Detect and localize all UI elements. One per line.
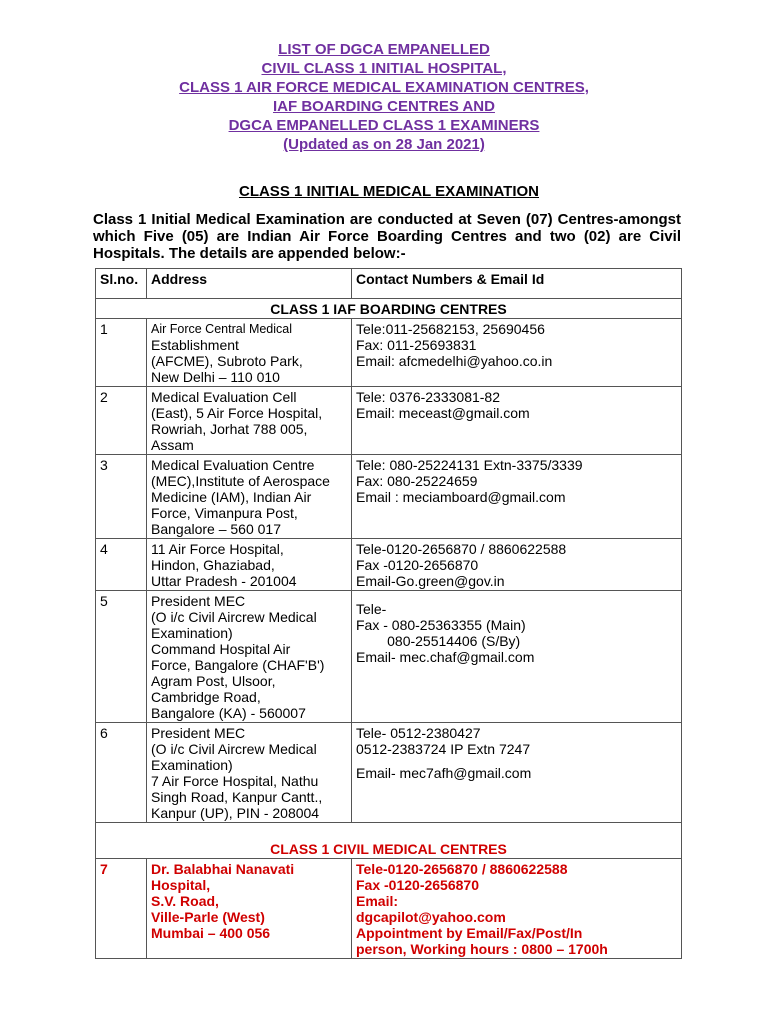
address-line: Bangalore (KA) - 560007 xyxy=(151,705,306,721)
contact-line: dgcapilot@yahoo.com xyxy=(356,909,506,925)
contact-line: Tele: 0376-2333081-82 xyxy=(356,389,501,405)
title-line: CIVIL CLASS 1 INITIAL HOSPITAL, xyxy=(261,60,507,77)
table-row xyxy=(96,859,682,959)
address-line: Command Hospital Air xyxy=(151,641,291,657)
centres-table xyxy=(95,268,682,959)
group-label-civil: CLASS 1 CIVIL MEDICAL CENTRES xyxy=(96,823,682,859)
contact-line xyxy=(356,593,677,601)
address-line: (MEC),Institute of Aerospace xyxy=(151,473,330,489)
cell-slno: 4 xyxy=(96,539,147,591)
group-row-civil xyxy=(96,823,682,859)
cell-slno: 5 xyxy=(96,591,147,723)
contact-line: Tele:011-25682153, 25690456 xyxy=(356,321,545,337)
cell-contact xyxy=(352,387,682,455)
address-line: (AFCME), Subroto Park, xyxy=(151,353,303,369)
address-line: (O i/c Civil Aircrew Medical xyxy=(151,741,317,757)
cell-slno: 2 xyxy=(96,387,147,455)
cell-address xyxy=(147,539,352,591)
address-line: S.V. Road, xyxy=(151,893,219,909)
contact-line: Email-Go.green@gov.in xyxy=(356,573,505,589)
address-line: 7 Air Force Hospital, Nathu xyxy=(151,773,319,789)
cell-contact xyxy=(352,539,682,591)
address-line: Medicine (IAM), Indian Air xyxy=(151,489,312,505)
header-contact: Contact Numbers & Email Id xyxy=(352,269,682,299)
address-line: (East), 5 Air Force Hospital, xyxy=(151,405,323,421)
address-line: Cambridge Road, xyxy=(151,689,261,705)
contact-line: Email: xyxy=(356,893,399,909)
contact-line: Email: meceast@gmail.com xyxy=(356,405,530,421)
address-line: 11 Air Force Hospital, xyxy=(151,541,284,557)
contact-line: Fax: 080-25224659 xyxy=(356,473,478,489)
address-line: Mumbai – 400 056 xyxy=(151,925,271,941)
contact-line: Fax -0120-2656870 xyxy=(356,557,479,573)
address-line: Hindon, Ghaziabad, xyxy=(151,557,275,573)
cell-contact xyxy=(352,723,682,823)
contact-line: 080-25514406 (S/By) xyxy=(356,633,521,649)
address-line: Singh Road, Kanpur Cantt., xyxy=(151,789,323,805)
table-row xyxy=(96,455,682,539)
table-row xyxy=(96,319,682,387)
contact-line: Fax - 080-25363355 (Main) xyxy=(356,617,526,633)
civil-rows xyxy=(96,859,682,959)
group-row-iaf xyxy=(96,299,682,319)
title-line: LIST OF DGCA EMPANELLED xyxy=(278,41,490,58)
contact-line: Appointment by Email/Fax/Post/In xyxy=(356,925,583,941)
document-title xyxy=(0,40,768,154)
title-line: CLASS 1 AIR FORCE MEDICAL EXAMINATION CENTRES, xyxy=(179,79,589,96)
address-line: Uttar Pradesh - 201004 xyxy=(151,573,297,589)
cell-contact xyxy=(352,859,682,959)
address-line: Dr. Balabhai Nanavati xyxy=(151,861,295,877)
address-line: President MEC xyxy=(151,593,246,609)
address-line: Medical Evaluation Cell xyxy=(151,389,297,405)
cell-address xyxy=(147,455,352,539)
address-line: Agram Post, Ulsoor, xyxy=(151,673,276,689)
contact-line: Email : meciamboard@gmail.com xyxy=(356,489,566,505)
cell-slno: 3 xyxy=(96,455,147,539)
contact-line xyxy=(356,757,677,765)
address-line: Force, Vimanpura Post, xyxy=(151,505,298,521)
contact-line: Tele-0120-2656870 / 8860622588 xyxy=(356,541,567,557)
contact-line: Fax -0120-2656870 xyxy=(356,877,479,893)
intro-paragraph: Class 1 Initial Medical Examination are conducted at Seven (07) Centres-amongst which Five (05) are Indian Air Force Boarding Centres and two (02) are Civil Hospitals. The details are appended below:- xyxy=(93,211,681,262)
cell-address xyxy=(147,319,352,387)
cell-slno: 1 xyxy=(96,319,147,387)
cell-address xyxy=(147,387,352,455)
contact-line: Fax: 011-25693831 xyxy=(356,337,477,353)
cell-slno: 7 xyxy=(96,859,147,959)
contact-line: Tele- 0512-2380427 xyxy=(356,725,481,741)
address-line: Force, Bangalore (CHAF'B') xyxy=(151,657,325,673)
contact-line: 0512-2383724 IP Extn 7247 xyxy=(356,741,531,757)
cell-contact xyxy=(352,455,682,539)
address-line: Ville-Parle (West) xyxy=(151,909,265,925)
address-line: Hospital, xyxy=(151,877,211,893)
contact-line: Tele: 080-25224131 Extn-3375/3339 xyxy=(356,457,583,473)
contact-line: Tele- xyxy=(356,601,387,617)
address-line: Rowriah, Jorhat 788 005, xyxy=(151,421,308,437)
cell-address xyxy=(147,591,352,723)
address-line: (O i/c Civil Aircrew Medical xyxy=(151,609,317,625)
cell-address xyxy=(147,723,352,823)
address-line: Air Force Central Medical xyxy=(151,322,293,336)
address-line: Examination) xyxy=(151,625,233,641)
table-row xyxy=(96,539,682,591)
table-row xyxy=(96,591,682,723)
address-line: Bangalore – 560 017 xyxy=(151,521,281,537)
address-line: President MEC xyxy=(151,725,246,741)
contact-line: person, Working hours : 0800 – 1700h xyxy=(356,941,608,957)
iaf-rows xyxy=(96,319,682,823)
table-header-row xyxy=(96,269,682,299)
address-line: Establishment xyxy=(151,337,239,353)
title-line: DGCA EMPANELLED CLASS 1 EXAMINERS xyxy=(228,117,540,134)
contact-line: Tele-0120-2656870 / 8860622588 xyxy=(356,861,568,877)
cell-address xyxy=(147,859,352,959)
cell-contact xyxy=(352,319,682,387)
contact-line: Email: afcmedelhi@yahoo.co.in xyxy=(356,353,553,369)
section-heading: CLASS 1 INITIAL MEDICAL EXAMINATION xyxy=(238,183,539,200)
header-address: Address xyxy=(147,269,352,299)
group-label-iaf: CLASS 1 IAF BOARDING CENTRES xyxy=(96,299,682,319)
cell-contact xyxy=(352,591,682,723)
title-line-date: (Updated as on 28 Jan 2021) xyxy=(283,136,485,153)
address-line: Medical Evaluation Centre xyxy=(151,457,315,473)
address-line: New Delhi – 110 010 xyxy=(151,369,280,385)
address-line: Kanpur (UP), PIN - 208004 xyxy=(151,805,320,821)
table-row xyxy=(96,387,682,455)
contact-line: Email- mec.chaf@gmail.com xyxy=(356,649,535,665)
table-row xyxy=(96,723,682,823)
address-line: Examination) xyxy=(151,757,233,773)
cell-slno: 6 xyxy=(96,723,147,823)
title-line: IAF BOARDING CENTRES AND xyxy=(273,98,495,115)
header-slno: Sl.no. xyxy=(96,269,147,299)
contact-line: Email- mec7afh@gmail.com xyxy=(356,765,532,781)
address-line: Assam xyxy=(151,437,194,453)
